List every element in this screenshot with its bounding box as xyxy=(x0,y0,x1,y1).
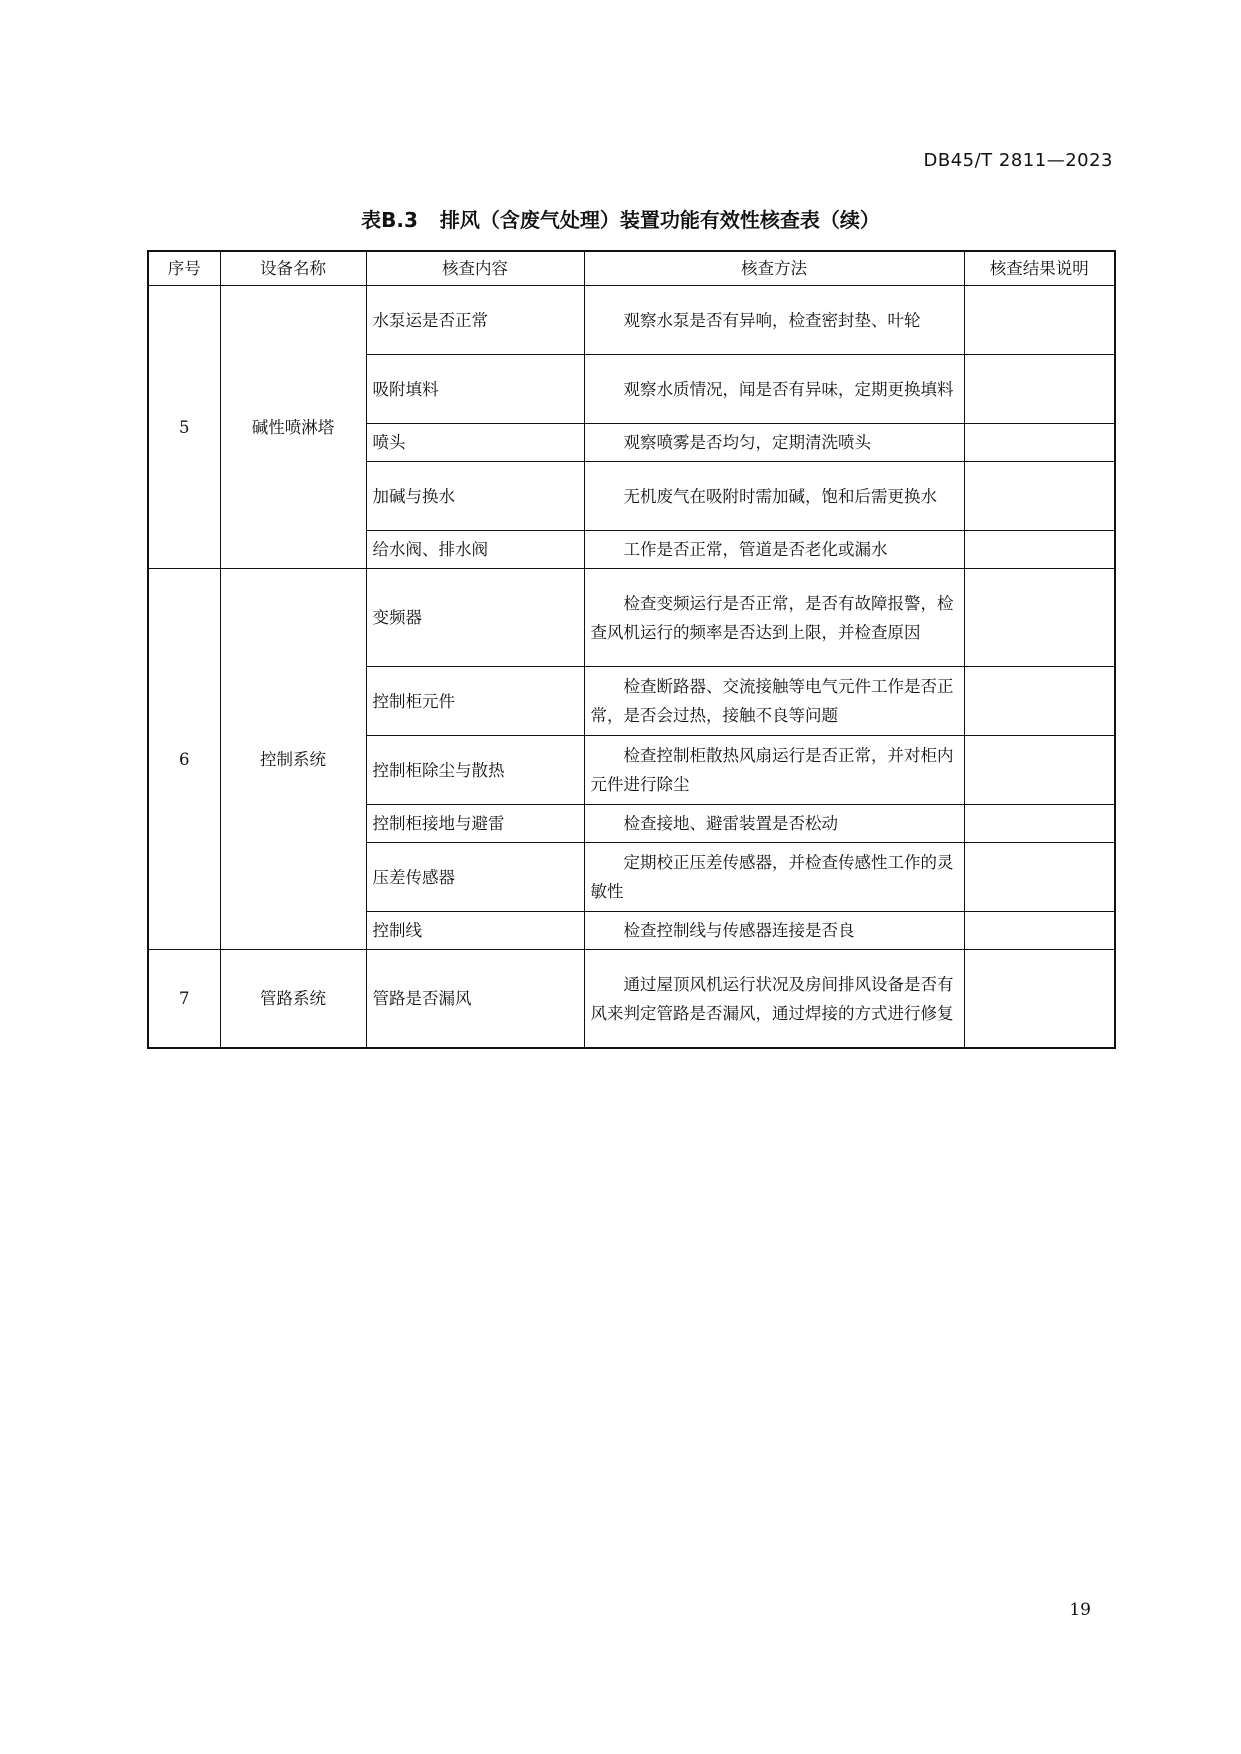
cell-seq: 6 xyxy=(148,569,220,950)
cell-item: 喷头 xyxy=(366,424,584,462)
cell-method-text: 无机废气在吸附时需加碱，饱和后需更换水 xyxy=(623,486,937,506)
cell-method xyxy=(584,462,964,531)
cell-item: 水泵运是否正常 xyxy=(366,286,584,355)
cell-method-text: 检查断路器、交流接触等电气元件工作是否正常，是否会过热，接触不良等问题 xyxy=(590,677,954,725)
table-title xyxy=(0,204,1241,233)
cell-result xyxy=(964,843,1115,912)
cell-method-text: 工作是否正常，管道是否老化或漏水 xyxy=(623,539,888,559)
table-row xyxy=(148,569,1115,667)
cell-item: 压差传感器 xyxy=(366,843,584,912)
table-title-text: 排风（含废气处理）装置功能有效性核查表（续） xyxy=(439,208,880,232)
cell-item: 变频器 xyxy=(366,569,584,667)
cell-method xyxy=(584,667,964,736)
header-device: 设备名称 xyxy=(220,251,366,286)
cell-device: 碱性喷淋塔 xyxy=(220,286,366,569)
header-seq: 序号 xyxy=(148,251,220,286)
cell-result xyxy=(964,805,1115,843)
cell-method xyxy=(584,531,964,569)
header-result: 核查结果说明 xyxy=(964,251,1115,286)
cell-result xyxy=(964,355,1115,424)
cell-device: 管路系统 xyxy=(220,950,366,1049)
cell-method xyxy=(584,736,964,805)
cell-result xyxy=(964,569,1115,667)
cell-method xyxy=(584,424,964,462)
cell-method-text: 观察喷雾是否均匀，定期清洗喷头 xyxy=(623,432,871,452)
cell-item: 控制柜接地与避雷 xyxy=(366,805,584,843)
cell-item: 吸附填料 xyxy=(366,355,584,424)
cell-device: 控制系统 xyxy=(220,569,366,950)
cell-item: 管路是否漏风 xyxy=(366,950,584,1049)
cell-result xyxy=(964,667,1115,736)
cell-result xyxy=(964,950,1115,1049)
cell-method xyxy=(584,805,964,843)
cell-item: 给水阀、排水阀 xyxy=(366,531,584,569)
cell-item: 加碱与换水 xyxy=(366,462,584,531)
cell-method xyxy=(584,912,964,950)
document-code: DB45/T 2811—2023 xyxy=(923,150,1113,171)
cell-result xyxy=(964,286,1115,355)
cell-method-text: 检查控制柜散热风扇运行是否正常，并对柜内元件进行除尘 xyxy=(590,746,954,794)
cell-item: 控制线 xyxy=(366,912,584,950)
cell-method xyxy=(584,286,964,355)
cell-method xyxy=(584,569,964,667)
cell-method xyxy=(584,950,964,1049)
cell-method-text: 检查控制线与传感器连接是否良 xyxy=(623,920,855,940)
table-row xyxy=(148,286,1115,355)
cell-method-text: 检查变频运行是否正常，是否有故障报警，检查风机运行的频率是否达到上限，并检查原因 xyxy=(590,593,954,642)
page-number: 19 xyxy=(1069,1600,1091,1620)
cell-result xyxy=(964,462,1115,531)
cell-result xyxy=(964,912,1115,950)
cell-result xyxy=(964,531,1115,569)
cell-seq: 7 xyxy=(148,950,220,1049)
cell-result xyxy=(964,424,1115,462)
cell-method xyxy=(584,843,964,912)
table-row xyxy=(148,950,1115,1049)
cell-item: 控制柜除尘与散热 xyxy=(366,736,584,805)
header-method: 核查方法 xyxy=(584,251,964,286)
cell-method-text: 观察水泵是否有异响，检查密封垫、叶轮 xyxy=(623,310,921,330)
cell-method-text: 观察水质情况，闻是否有异味，定期更换填料 xyxy=(623,379,954,399)
header-item: 核查内容 xyxy=(366,251,584,286)
table-body xyxy=(148,286,1115,1049)
cell-item: 控制柜元件 xyxy=(366,667,584,736)
cell-method xyxy=(584,355,964,424)
cell-method-text: 检查接地、避雷装置是否松动 xyxy=(623,813,838,833)
header-row xyxy=(148,251,1115,286)
cell-seq: 5 xyxy=(148,286,220,569)
cell-method-text: 通过屋顶风机运行状况及房间排风设备是否有风来判定管路是否漏风，通过焊接的方式进行修复 xyxy=(590,974,954,1023)
inspection-table xyxy=(147,250,1116,1049)
cell-method-text: 定期校正压差传感器，并检查传感性工作的灵敏性 xyxy=(590,853,954,901)
table-header xyxy=(148,251,1115,286)
table-number: 表B.3 xyxy=(361,208,418,232)
cell-result xyxy=(964,736,1115,805)
